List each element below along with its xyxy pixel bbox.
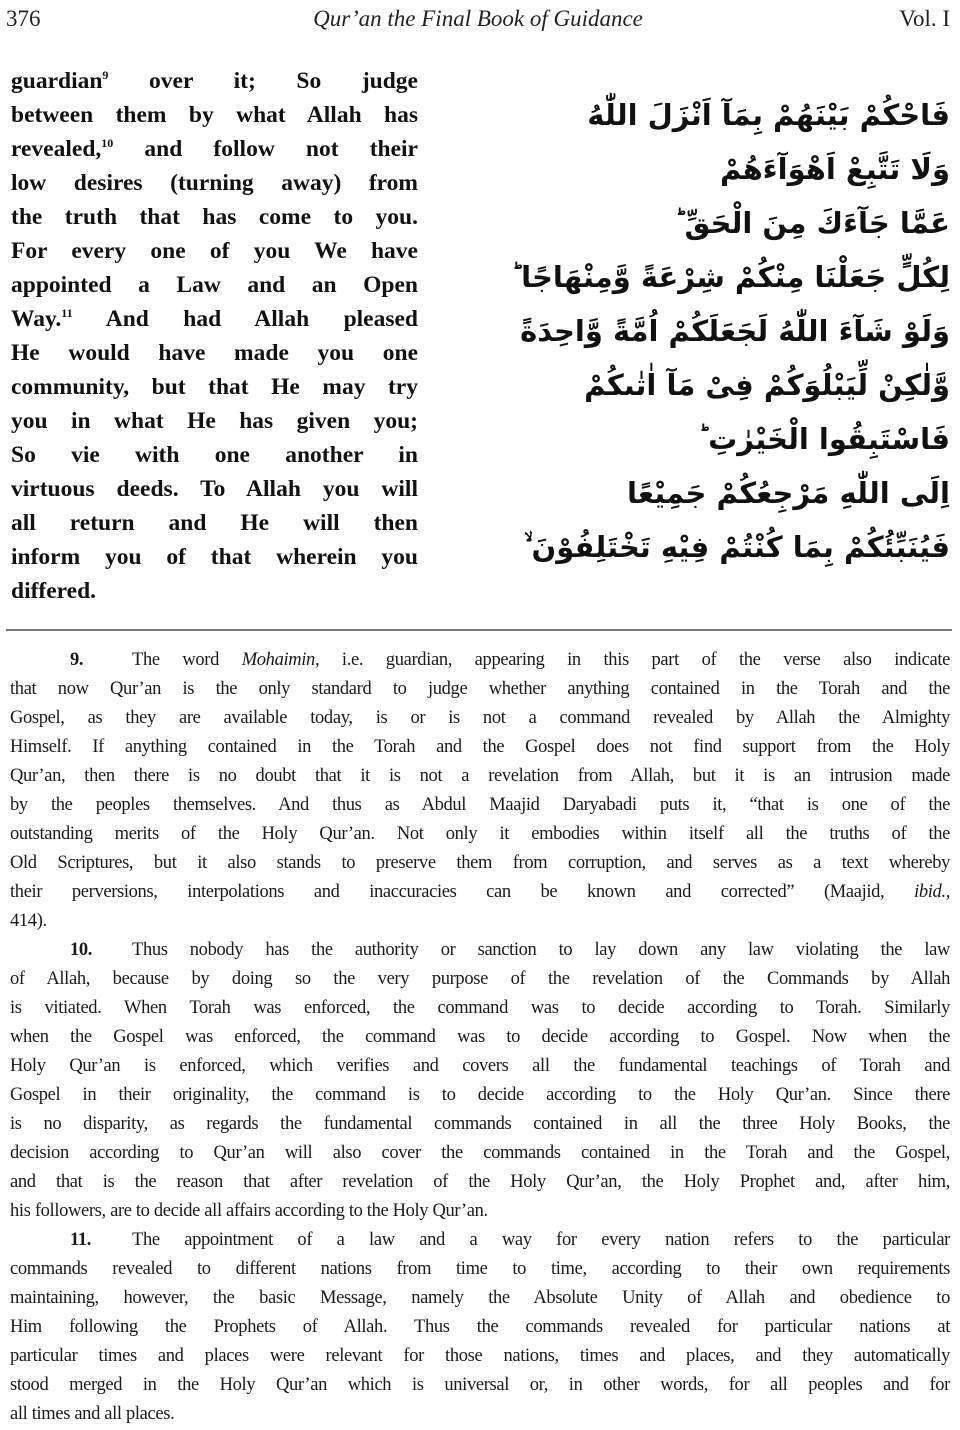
footnote-text: all times and all places. <box>10 1404 175 1424</box>
verse-line <box>11 404 418 438</box>
footnote-text: Thus nobody has the authority or sanction to lay down any law violating the law <box>132 940 950 960</box>
verse-translation-english <box>11 64 418 608</box>
footnote-text: Holy Qur’an is enforced, which verifies and covers all the fundamental teachings of Torah and <box>10 1056 950 1076</box>
arabic-verse-line: فَاحْكُمْ بَيْنَهُمْ بِمَآ اَنْزَلَ اللّٰهُ <box>587 98 950 132</box>
verse-line-text: over it; So judge <box>108 68 418 94</box>
footnote-line <box>10 1052 950 1081</box>
footnote-text: Him following the Prophets of Allah. Thus the commands revealed for particular nations at <box>10 1317 950 1337</box>
verse-line-text: community, but that He may try <box>11 374 418 400</box>
footnote-number: 9. <box>70 650 84 670</box>
verse-line-text: all return and He will then <box>11 510 418 536</box>
footnote-line <box>10 762 950 791</box>
footnotes-section <box>10 646 950 1429</box>
verse-line <box>11 336 418 370</box>
footnote-text: stood merged in the Holy Qur’an which is universal or, in other words, for all peoples and for <box>10 1375 950 1395</box>
footnote-line <box>10 1371 950 1400</box>
footnote-text: commands revealed to different nations from time to time, according to their own requirements <box>10 1259 950 1279</box>
verse-line-text: Way. <box>11 306 62 332</box>
footnote-line <box>10 791 950 820</box>
footnote-number: 11. <box>70 1230 92 1250</box>
verse-line <box>11 200 418 234</box>
verse-line <box>11 574 418 608</box>
page-header <box>6 2 950 36</box>
verse-line-text: inform you of that wherein you <box>11 544 418 570</box>
footnote-text: decision according to Qur’an will also cover the commands contained in the Torah and the Gospel, <box>10 1143 950 1163</box>
arabic-verse-line: فَيُنَبِّئُكُمْ بِمَا كُنْتُمْ فِيْهِ تَخْتَلِفُوْنَ ۙ <box>524 530 950 564</box>
verse-line <box>11 268 418 302</box>
verse-line <box>11 132 418 166</box>
footnote-text: outstanding merits of the Holy Qur’an. Not only it embodies within itself all the truths of the <box>10 824 950 844</box>
footnote-line <box>10 646 950 675</box>
arabic-verse-line: لِكُلٍّ جَعَلْنَا مِنْكُمْ شِرْعَةً وَّمِنْهَاجًا ؕ <box>511 260 950 294</box>
footnote-text: that now Qur’an is the only standard to judge whether anything contained in the Torah and the <box>10 679 950 699</box>
footnote-line <box>10 675 950 704</box>
page-number: 376 <box>6 6 41 31</box>
verse-line-text: low desires (turning away) from <box>11 170 418 196</box>
footnote-text: maintaining, however, the basic Message, namely the Absolute Unity of Allah and obedience to <box>10 1288 950 1308</box>
footnote-text: i.e. guardian, appearing in this part of the verse also indicate <box>319 650 950 670</box>
footnote-line <box>10 965 950 994</box>
verse-line-text: For every one of you We have <box>11 238 418 264</box>
footnote-text: is vitiated. When Torah was enforced, the command was to decide according to Torah. Similarly <box>10 998 950 1018</box>
footnote-10 <box>10 936 950 1226</box>
arabic-verse-line: اِلَى اللّٰهِ مَرْجِعُكُمْ جَمِيْعًا <box>626 476 950 510</box>
footnote-line <box>10 1255 950 1284</box>
verse-line-text: appointed a Law and an Open <box>11 272 418 298</box>
footnote-line <box>10 1081 950 1110</box>
footnote-line <box>10 936 950 965</box>
footnote-line <box>10 907 950 936</box>
verse-line <box>11 370 418 404</box>
footnote-line <box>10 1226 950 1255</box>
footnote-text: Gospel in their originality, the command is to decide according to the Holy Qur’an. Since there <box>10 1085 950 1105</box>
footnote-marker[interactable]: 11 <box>61 306 73 321</box>
footnote-italic-text: ibid., <box>914 882 950 902</box>
footnote-line <box>10 1023 950 1052</box>
footnote-text: The word <box>132 650 242 670</box>
volume-label: Vol. I <box>899 6 950 31</box>
verse-line-text: guardian <box>11 68 103 94</box>
verse-line-text: virtuous deeds. To Allah you will <box>11 476 418 502</box>
footnote-line <box>10 820 950 849</box>
footnote-text: The appointment of a law and a way for every nation refers to the particular <box>132 1230 950 1250</box>
verse-line-text: differed. <box>11 578 97 604</box>
verse-line-text: And had Allah pleased <box>72 306 418 332</box>
footnote-text: of Allah, because by doing so the very purpose of the revelation of the Commands by Allah <box>10 969 950 989</box>
footnote-text: by the peoples themselves. And thus as Abdul Maajid Daryabadi puts it, “that is one of the <box>10 795 950 815</box>
footnote-line <box>10 1168 950 1197</box>
footnote-text: and that is the reason that after revelation of the Holy Qur’an, the Holy Prophet and, after him, <box>10 1172 950 1192</box>
footnote-9 <box>10 646 950 936</box>
verse-line-text: He would have made you one <box>11 340 418 366</box>
footnote-text: his followers, are to decide all affairs according to the Holy Qur’an. <box>10 1201 488 1221</box>
verse-line-text: So vie with one another in <box>11 442 418 468</box>
footnote-line <box>10 878 950 907</box>
footnote-text: 414). <box>10 911 47 931</box>
verse-line-text: and follow not their <box>113 136 418 162</box>
verse-line <box>11 472 418 506</box>
footnote-text: when the Gospel was enforced, the command was to decide according to Gospel. Now when the <box>10 1027 950 1047</box>
footnote-line <box>10 1110 950 1139</box>
footnote-text: is no disparity, as regards the fundamental commands contained in all the three Holy Books, the <box>10 1114 950 1134</box>
footnote-11 <box>10 1226 950 1429</box>
footnote-text: Himself. If anything contained in the Torah and the Gospel does not find support from the Holy <box>10 737 950 757</box>
footnote-line <box>10 733 950 762</box>
verse-line-text: between them by what Allah has <box>11 102 418 128</box>
footnote-line <box>10 704 950 733</box>
verse-line <box>11 234 418 268</box>
footnote-text: their perversions, interpolations and inaccuracies can be known and corrected” (Maajid, <box>10 882 915 902</box>
verse-line <box>11 98 418 132</box>
arabic-verse-line: فَاسْتَبِقُوا الْخَيْرٰتِ ؕ <box>697 422 950 456</box>
verse-line <box>11 302 418 336</box>
arabic-verse-line: عَمَّا جَآءَكَ مِنَ الْحَقِّ ؕ <box>674 206 950 240</box>
verse-line <box>11 540 418 574</box>
footnote-line <box>10 1342 950 1371</box>
footnote-marker[interactable]: 9 <box>102 68 109 83</box>
verse-line <box>11 64 418 98</box>
footnote-text: Gospel, as they are available today, is or is not a command revealed by Allah the Almighty <box>10 708 950 728</box>
verse-line <box>11 438 418 472</box>
footnote-line <box>10 994 950 1023</box>
footnote-marker[interactable]: 10 <box>101 136 114 151</box>
verse-line-text: revealed, <box>11 136 102 162</box>
verse-line-text: the truth that has come to you. <box>11 204 418 230</box>
verse-line <box>11 166 418 200</box>
footnote-line <box>10 1313 950 1342</box>
footnote-number: 10. <box>70 940 93 960</box>
footnote-text: Qur’an, then there is no doubt that it is not a revelation from Allah, but it is an intrusion made <box>10 766 950 786</box>
running-title: Qur’an the Final Book of Guidance <box>313 6 643 31</box>
verse-line <box>11 506 418 540</box>
footnote-italic-text: Mohaimin, <box>241 650 320 670</box>
verse-arabic-text <box>511 88 950 574</box>
footnote-line <box>10 1139 950 1168</box>
footnote-line <box>10 1284 950 1313</box>
footnote-line <box>10 1400 950 1429</box>
footnote-text: particular times and places were relevant for those nations, times and places, and they automatically <box>10 1346 950 1366</box>
footnote-line <box>10 849 950 878</box>
footnote-line <box>10 1197 950 1226</box>
arabic-verse-line: وَلَا تَتَّبِعْ اَهْوَآءَهُمْ <box>719 152 950 186</box>
arabic-verse-line: وَلَوْ شَآءَ اللّٰهُ لَجَعَلَكُمْ اُمَّةً وَّاحِدَةً <box>520 314 950 348</box>
footnote-text: Old Scriptures, but it also stands to preserve them from corruption, and serves as a text whereby <box>10 853 950 873</box>
footnote-divider <box>6 629 952 631</box>
arabic-verse-line: وَّلٰكِنْ لِّيَبْلُوَكُمْ فِىْ مَآ اٰتٰىكُمْ <box>584 368 950 402</box>
verse-line-text: you in what He has given you; <box>11 408 418 434</box>
